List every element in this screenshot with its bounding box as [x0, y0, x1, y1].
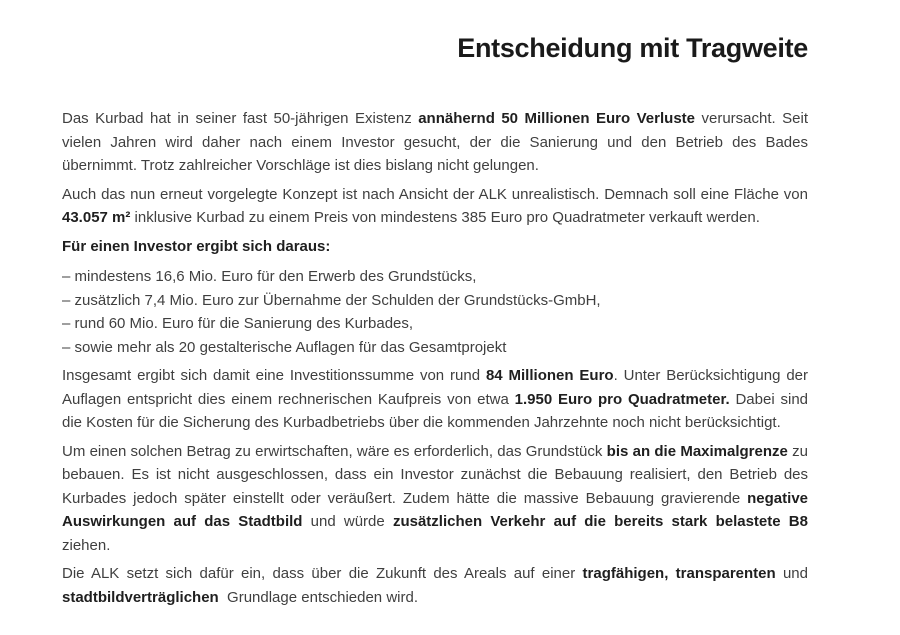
text-run: Das Kurbad hat in seiner fast 50-jährigen Existenz	[62, 110, 419, 127]
text-run: . Unter Berücksichtigung der Auflagen entspricht dies einem rechnerischen Kaufpreis von etwa	[62, 367, 808, 408]
text-run: Die ALK setzt sich dafür ein, dass über die Zukunft des Areals auf einer	[62, 565, 583, 582]
bold-text: zusätzlichen Verkehr auf die bereits stark belastete B8	[392, 513, 808, 530]
bold-text: 43.057 m²	[62, 209, 131, 226]
paragraph	[62, 440, 808, 558]
paragraph	[62, 364, 808, 435]
bold-text: bis an die Maximalgrenze	[606, 442, 788, 460]
list-item: – mindestens 16,6 Mio. Euro für den Erwerb des Grundstücks,	[62, 268, 477, 285]
bold-text: annähernd 50 Millionen Euro Verluste	[418, 110, 695, 127]
text-run: Insgesamt ergibt sich damit eine Investitionssumme von rund	[62, 367, 486, 384]
document-body	[62, 107, 808, 609]
text-run: Grundlage entschieden wird.	[218, 588, 418, 606]
paragraph	[62, 107, 808, 178]
list-item: – rund 60 Mio. Euro für die Sanierung des Kurbades,	[62, 315, 414, 332]
paragraph	[62, 183, 808, 230]
bold-text: stadtbildverträglichen	[62, 588, 219, 606]
section-heading: Für einen Investor ergibt sich daraus:	[62, 237, 331, 255]
text-run: Um einen solchen Betrag zu erwirtschaften, wäre es erforderlich, das Grundstück	[62, 442, 607, 460]
text-run: Auch das nun erneut vorgelegte Konzept ist nach Ansicht der ALK unrealistisch. Demnach soll eine Fläche von	[62, 185, 808, 203]
text-run: ziehen.	[62, 536, 111, 554]
document-title: Entscheidung mit Tragweite	[457, 33, 808, 63]
bold-text: 1.950 Euro pro Quadratmeter.	[514, 390, 730, 408]
text-run: inklusive Kurbad zu einem Preis von mindestens 385 Euro pro Quadratmeter verkauft werden.	[130, 209, 760, 226]
text-run: zu bebauen. Es ist nicht ausgeschlossen, dass ein Investor zunächst die Bebauung realisiert, den Betrieb des Kurbades jedoch später einstellt oder veräußert. Zudem hätte die massive Bebauung gravierende	[62, 442, 808, 507]
text-run: und würde	[302, 513, 393, 530]
paragraph	[62, 562, 808, 609]
text-run: Dabei sind die Kosten für die Sicherung des Kurbadbetriebs über die kommenden Jahrzehnte noch nicht berücksichtigt.	[62, 390, 809, 431]
dash-list	[62, 265, 808, 359]
list-item: – sowie mehr als 20 gestalterische Auflagen für das Gesamtprojekt	[62, 338, 507, 356]
list-item: – zusätzlich 7,4 Mio. Euro zur Übernahme der Schulden der Grundstücks-GmbH,	[62, 291, 601, 309]
text-run: verursacht. Seit vielen Jahren wird daher nach einem Investor gesucht, der die Sanierung und den Betrieb des Bades übernimmt. Trotz zahlreicher Vorschläge ist dies bislang nicht gelungen.	[62, 110, 808, 174]
bold-text: tragfähigen, transparenten	[582, 565, 776, 582]
bold-text: negative Auswirkungen auf das Stadtbild	[62, 489, 808, 530]
text-run: und	[775, 565, 808, 582]
document	[62, 0, 808, 614]
bold-text: 84 Millionen Euro	[485, 367, 614, 384]
